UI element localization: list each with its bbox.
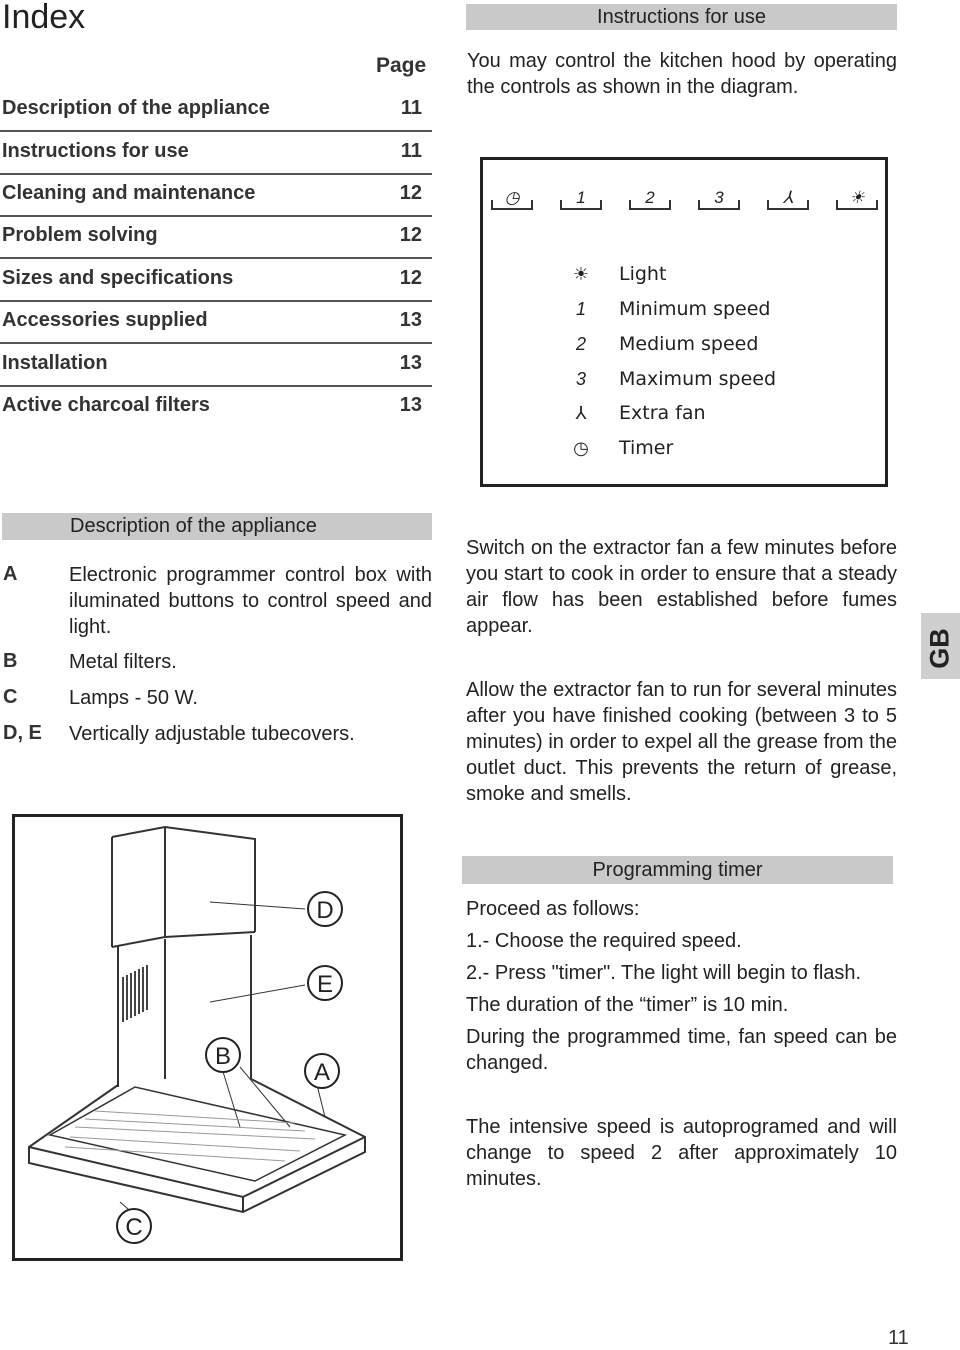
timer-icon: ◷ [573,438,589,458]
timer-steps [466,896,897,1076]
description-key: B [3,650,18,672]
instructions-intro: You may control the kitchen hood by operating the controls as shown in the diagram. [467,50,897,98]
legend-light-label: Light [619,263,667,285]
index-entry-page: 11 [400,140,422,162]
index-entry-label: Accessories supplied [2,309,208,331]
index-entry[interactable] [0,88,432,132]
timer-heading: Programming timer [462,856,893,884]
index-entry-page: 11 [400,97,422,119]
language-tab-label: GB [924,628,955,669]
control-panel-diagram [480,157,888,487]
index-entry[interactable] [0,131,432,175]
index-entry-label: Sizes and specifications [2,267,234,289]
timer-step: 1.- Choose the required speed. [466,930,742,952]
hood-drawing [15,817,400,1258]
index-entry[interactable] [0,258,432,302]
description-text: Vertically adjustable tubecovers. [69,723,355,745]
speed-2-glyph: 2 [645,188,655,207]
light-icon: ☀ [572,264,590,284]
index-entry-label: Cleaning and maintenance [2,182,256,204]
timer-step: The duration of the “timer” is 10 min. [466,994,789,1016]
index-page-column-header: Page [376,54,427,77]
index-entry-page: 13 [399,352,422,374]
index-entry-page: 13 [399,309,422,331]
label-c: C [125,1214,143,1241]
index-entry-label: Instructions for use [2,140,189,162]
timer-note: The intensive speed is autoprogramed and will change to speed 2 after approximately 10 minutes. [466,1116,897,1190]
description-key: C [3,686,18,708]
legend-extra-fan-label: Extra fan [619,402,706,424]
light-icon: ☀ [849,188,865,207]
index-title: Index [2,0,86,36]
index-entry-label: Description of the appliance [2,97,270,119]
label-d: D [316,897,334,924]
legend-timer-label: Timer [619,437,674,459]
panel-speed-3-button [698,188,740,210]
panel-speed-2-button [629,188,671,210]
index-entry-label: Installation [2,352,108,374]
description-key: D, E [3,722,42,744]
description-text: Lamps - 50 W. [69,687,198,709]
index-entry[interactable] [0,385,432,427]
speed-3-glyph: 3 [714,188,724,207]
timer-icon: ◷ [504,188,520,207]
timer-step: Proceed as follows: [466,898,640,920]
label-b: B [214,1043,232,1070]
panel-timer-button [491,188,533,210]
extra-fan-icon: ⅄ [782,188,794,207]
legend-medium-speed-label: Medium speed [619,333,759,355]
timer-step: During the programmed time, fan speed can be changed. [466,1026,897,1074]
speed-1-glyph: 1 [576,188,586,207]
index-entry[interactable] [0,343,432,387]
speed-3-glyph: 3 [575,369,586,389]
speed-1-glyph: 1 [575,299,586,319]
speed-2-glyph: 2 [575,334,586,354]
panel-extra-fan-button [767,188,809,210]
description-text: Electronic programmer control box with iluminated buttons to control speed and light. [69,564,432,638]
hood-illustration [12,814,403,1261]
description-heading: Description of the appliance [2,513,432,540]
index-entry-label: Problem solving [2,224,158,246]
instructions-heading: Instructions for use [466,4,897,30]
page-number: 11 [888,1327,909,1349]
index-entry-page: 12 [399,182,422,204]
panel-light-button [836,188,878,210]
language-tab [921,613,960,679]
index-entry-label: Active charcoal filters [2,394,210,416]
index-entry[interactable] [0,300,432,344]
usage-paragraph-1: Switch on the extractor fan a few minutes before you start to cook in order to ensure that a steady air flow has been established before fumes appear. [466,537,897,637]
label-a: A [313,1059,331,1086]
index-entry-page: 12 [399,267,422,289]
description-text: Metal filters. [69,651,177,673]
extra-fan-icon: ⅄ [575,403,587,423]
index-entry-page: 13 [399,394,422,416]
index-entry-page: 12 [399,224,422,246]
index-entry[interactable] [0,173,432,217]
index-entry[interactable] [0,215,432,259]
timer-step: 2.- Press "timer". The light will begin to flash. [466,962,862,984]
legend-minimum-speed-label: Minimum speed [619,298,771,320]
panel-speed-1-button [560,188,602,210]
legend-maximum-speed-label: Maximum speed [619,368,777,390]
label-e: E [316,971,334,998]
usage-paragraph-2: Allow the extractor fan to run for several minutes after you have finished cooking (between 3 to 5 minutes) in order to expel all the grease from the outlet duct. This prevents the return of grease, smoke and smells. [466,679,897,805]
description-key: A [3,563,18,585]
